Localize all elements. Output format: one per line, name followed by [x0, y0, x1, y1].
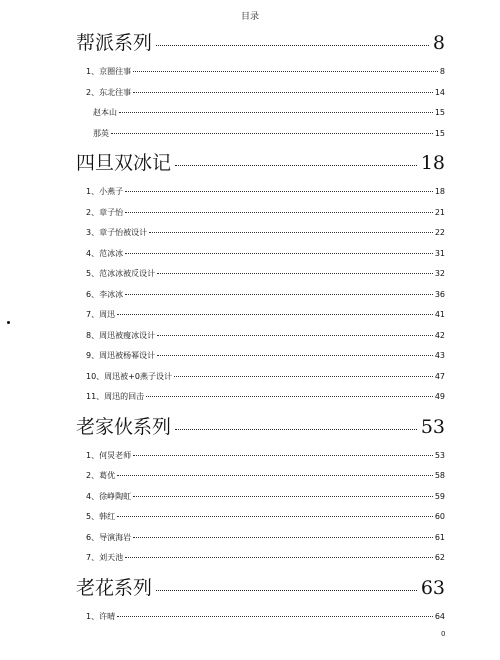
entry-page-number: 41: [434, 310, 445, 319]
section-title: 老花系列: [76, 576, 153, 599]
entry-page-number: 36: [434, 289, 445, 299]
entry-page-number: 58: [434, 471, 445, 480]
entry-label: 3、章子怡被设计: [86, 228, 148, 237]
entry-label: 4、徐峥陶虹: [86, 491, 132, 501]
toc-entry[interactable]: [76, 223, 445, 244]
dot-leader: [125, 212, 433, 213]
dot-leader: [156, 45, 429, 46]
entry-page-number: 18: [434, 187, 445, 196]
toc-entry[interactable]: [76, 507, 445, 528]
entry-page-number: 21: [434, 207, 445, 217]
toc-entry[interactable]: [76, 487, 445, 508]
dot-leader: [149, 232, 433, 233]
dot-leader: [117, 314, 433, 315]
toc-entry[interactable]: [76, 528, 445, 549]
entry-label: 7、周迅: [86, 310, 116, 319]
toc-subentry[interactable]: [76, 103, 445, 124]
entry-label: 2、章子怡: [86, 207, 124, 217]
toc-entry[interactable]: [76, 387, 445, 408]
dot-leader: [174, 376, 433, 377]
section-page-number: 53: [420, 415, 445, 438]
entry-page-number: 60: [434, 512, 445, 521]
entry-label: 1、京圈往事: [86, 67, 132, 76]
entry-label: 1、小燕子: [86, 187, 124, 196]
table-of-contents: [76, 28, 445, 631]
toc-section-group: [76, 148, 445, 408]
dot-leader: [157, 335, 433, 336]
toc-entry[interactable]: [76, 607, 445, 628]
dot-leader: [157, 273, 433, 274]
entry-page-number: 8: [439, 67, 445, 76]
section-title: 老家伙系列: [76, 415, 172, 438]
entry-page-number: 62: [434, 553, 445, 562]
toc-section-heading[interactable]: [76, 412, 445, 442]
toc-section-group: [76, 412, 445, 569]
dot-leader: [117, 516, 433, 517]
toc-entry[interactable]: [76, 466, 445, 487]
toc-entry[interactable]: [76, 244, 445, 265]
toc-entry[interactable]: [76, 446, 445, 467]
dot-leader: [125, 253, 433, 254]
dot-leader: [133, 92, 433, 93]
dot-leader: [133, 455, 433, 456]
toc-section-heading[interactable]: [76, 148, 445, 178]
entry-label: 2、葛优: [86, 471, 116, 480]
entry-label: 2、东北往事: [86, 87, 132, 97]
toc-entry[interactable]: [76, 326, 445, 347]
entry-page-number: 59: [434, 491, 445, 501]
toc-section-group: [76, 573, 445, 628]
dot-leader: [157, 355, 433, 356]
entry-page-number: 14: [434, 87, 445, 97]
dot-leader: [125, 191, 433, 192]
entry-page-number: 42: [434, 330, 445, 340]
toc-entry[interactable]: [76, 346, 445, 367]
toc-entry[interactable]: [76, 83, 445, 104]
entry-label: 5、范冰冰被反设计: [86, 269, 156, 278]
dot-leader: [125, 557, 433, 558]
dot-leader: [175, 429, 417, 430]
entry-page-number: 32: [434, 269, 445, 278]
toc-section-group: [76, 28, 445, 144]
toc-entry[interactable]: [76, 203, 445, 224]
dot-leader: [175, 165, 417, 166]
toc-section-heading[interactable]: [76, 573, 445, 603]
entry-label: 5、韩红: [86, 512, 116, 521]
entry-label: 1、许晴: [86, 611, 116, 621]
dot-leader: [119, 112, 433, 113]
dot-leader: [133, 71, 438, 72]
entry-label: 那英: [93, 128, 109, 138]
dot-leader: [111, 133, 433, 134]
entry-label: 1、何炅老师: [86, 450, 132, 460]
entry-page-number: 47: [434, 371, 445, 381]
section-page-number: 8: [432, 32, 445, 54]
entry-label: 6、导演海岩: [86, 532, 132, 542]
dot-leader: [133, 537, 433, 538]
toc-section-heading[interactable]: [76, 28, 445, 58]
entry-page-number: 31: [434, 248, 445, 258]
section-title: 四旦双冰记: [76, 152, 172, 174]
dot-leader: [146, 396, 433, 397]
entry-label: 8、周迅被瘦冰设计: [86, 330, 156, 340]
toc-entry[interactable]: [76, 367, 445, 388]
toc-entry[interactable]: [76, 182, 445, 203]
dot-leader: [133, 496, 433, 497]
section-page-number: 63: [420, 576, 445, 599]
toc-entry[interactable]: [76, 285, 445, 306]
toc-entry[interactable]: [76, 62, 445, 83]
toc-subentry[interactable]: [76, 124, 445, 145]
section-page-number: 18: [420, 152, 445, 174]
entry-page-number: 22: [434, 228, 445, 237]
dot-leader: [156, 590, 417, 591]
section-title: 帮派系列: [76, 32, 153, 54]
entry-label: 7、刘天池: [86, 553, 124, 562]
entry-page-number: 61: [434, 532, 445, 542]
entry-page-number: 64: [434, 611, 445, 621]
entry-label: 11、周迅的回击: [86, 392, 145, 401]
toc-entry[interactable]: [76, 305, 445, 326]
entry-page-number: 15: [434, 128, 445, 138]
margin-dot: [7, 321, 10, 324]
page-title: 目录: [240, 12, 259, 22]
entry-label: 10、周迅被+0燕子设计: [86, 371, 172, 381]
toc-entry[interactable]: [76, 548, 445, 569]
entry-label: 赵本山: [93, 108, 117, 117]
entry-label: 4、范冰冰: [86, 248, 124, 258]
dot-leader: [117, 616, 433, 617]
entry-label: 6、李冰冰: [86, 289, 124, 299]
dot-leader: [125, 294, 433, 295]
entry-page-number: 49: [434, 392, 445, 401]
dot-leader: [117, 475, 433, 476]
footer-page-number: 0: [441, 630, 446, 638]
entry-page-number: 15: [434, 108, 445, 117]
entry-page-number: 43: [434, 351, 445, 360]
toc-entry[interactable]: [76, 264, 445, 285]
entry-label: 9、周迅被杨幂设计: [86, 351, 156, 360]
entry-page-number: 53: [434, 450, 445, 460]
